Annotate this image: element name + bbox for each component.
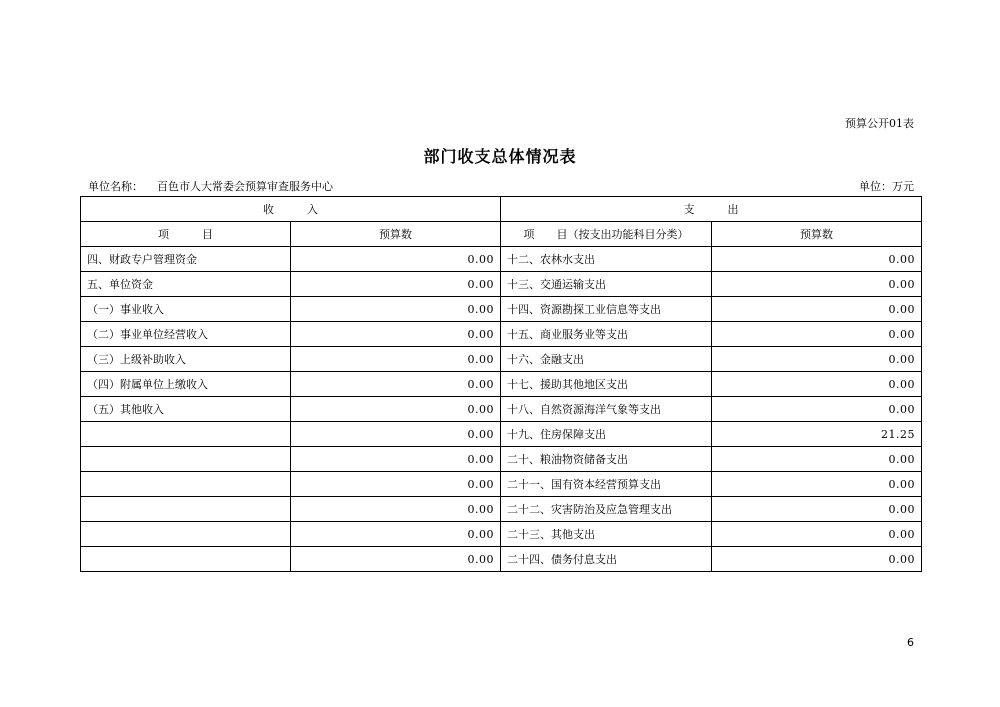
income-item-cell [81,472,291,497]
expense-item-cell: 二十一、国有资本经营预算支出 [501,472,712,497]
expense-value-cell: 0.00 [712,297,922,322]
unit-name-value: 百色市人大常委会预算审查服务中心 [157,180,333,193]
income-value-cell: 0.00 [291,397,501,422]
expense-value-cell: 0.00 [712,447,922,472]
expense-item-cell: 十九、住房保障支出 [501,422,712,447]
income-value-cell: 0.00 [291,297,501,322]
table-row [81,272,922,297]
income-item-cell: 五、单位资金 [81,272,291,297]
income-item-cell: 四、财政专户管理资金 [81,247,291,272]
income-value-cell: 0.00 [291,522,501,547]
form-code: 预算公开01表 [845,117,914,130]
expense-item-cell: 二十、粮油物资储备支出 [501,447,712,472]
income-value-cell: 0.00 [291,347,501,372]
income-group-header: 收 入 [81,197,501,222]
income-value-cell: 0.00 [291,547,501,572]
income-value-cell: 0.00 [291,422,501,447]
expense-item-cell: 二十二、灾害防治及应急管理支出 [501,497,712,522]
expense-item-cell: 二十三、其他支出 [501,522,712,547]
income-item-cell: （三）上级补助收入 [81,347,291,372]
income-value-cell: 0.00 [291,247,501,272]
expense-item-cell: 十四、资源勘探工业信息等支出 [501,297,712,322]
income-item-cell: （二）事业单位经营收入 [81,322,291,347]
unit-name-label: 单位名称： [88,180,143,193]
expense-value-cell: 0.00 [712,547,922,572]
income-item-column-header: 项 目 [81,222,291,247]
table-row [81,397,922,422]
income-item-cell: （一）事业收入 [81,297,291,322]
table-row [81,372,922,397]
income-item-cell [81,497,291,522]
income-value-cell: 0.00 [291,497,501,522]
income-value-cell: 0.00 [291,472,501,497]
income-value-cell: 0.00 [291,322,501,347]
page-title: 部门收支总体情况表 [423,147,577,166]
expense-group-header: 支 出 [501,197,922,222]
table-row [81,497,922,522]
income-value-cell: 0.00 [291,372,501,397]
table-row [81,447,922,472]
income-item-cell: （四）附属单位上缴收入 [81,372,291,397]
expense-item-cell: 十五、商业服务业等支出 [501,322,712,347]
income-value-cell: 0.00 [291,272,501,297]
income-budget-column-header: 预算数 [291,222,501,247]
income-item-cell [81,447,291,472]
expense-value-cell: 0.00 [712,397,922,422]
expense-value-cell: 0.00 [712,272,922,297]
expense-value-cell: 0.00 [712,472,922,497]
income-item-cell [81,522,291,547]
page-number: 6 [907,636,914,649]
table-row [81,547,922,572]
expense-item-cell: 二十四、债务付息支出 [501,547,712,572]
income-item-cell [81,422,291,447]
table-row [81,472,922,497]
expense-item-cell: 十六、金融支出 [501,347,712,372]
expense-item-cell: 十二、农林水支出 [501,247,712,272]
expense-value-cell: 0.00 [712,247,922,272]
expense-value-cell: 0.00 [712,497,922,522]
expense-value-cell: 0.00 [712,347,922,372]
table-row [81,322,922,347]
expense-value-cell: 21.25 [712,422,922,447]
income-value-cell: 0.00 [291,447,501,472]
income-item-cell [81,547,291,572]
table-column-header-row [81,222,922,247]
table-row [81,422,922,447]
currency-unit: 单位：万元 [859,180,914,193]
table-row [81,522,922,547]
income-item-cell: （五）其他收入 [81,397,291,422]
expense-item-cell: 十三、交通运输支出 [501,272,712,297]
expense-value-cell: 0.00 [712,322,922,347]
expense-item-column-header: 项 目（按支出功能科目分类） [501,222,712,247]
expense-item-cell: 十八、自然资源海洋气象等支出 [501,397,712,422]
table-row [81,297,922,322]
table-row [81,347,922,372]
expense-budget-column-header: 预算数 [712,222,922,247]
expense-value-cell: 0.00 [712,372,922,397]
unit-name-line [88,178,333,194]
table-row [81,247,922,272]
expense-item-cell: 十七、援助其他地区支出 [501,372,712,397]
table-group-header-row [81,197,922,222]
budget-table [80,196,922,572]
expense-value-cell: 0.00 [712,522,922,547]
